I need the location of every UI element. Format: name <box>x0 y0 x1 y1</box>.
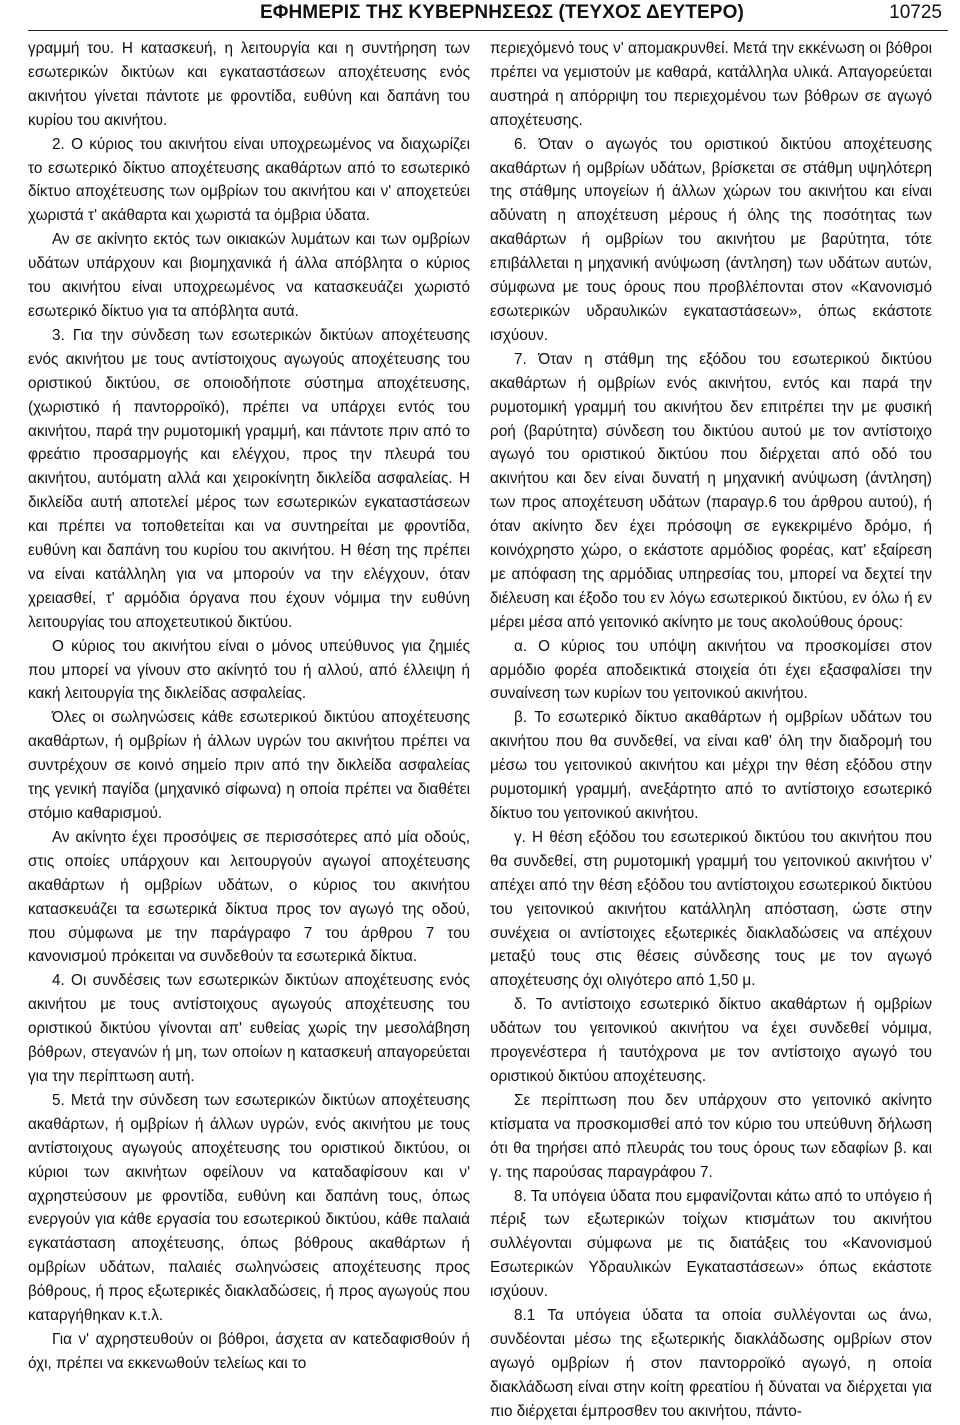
page-number: 10725 <box>889 2 942 23</box>
paragraph: 7. Όταν η στάθμη της εξόδου του εσωτερικού δικτύου ακαθάρτων ή ομβρίων ενός ακινήτου, εντός και παρά την ρυμοτομική γραμμή του ακινήτου δεν επιτρέπει την με φυσική ροή (βαρύτητα) σύνδεση του δικτύου αυτού με τον αντίστοιχο αγωγό του οριστικού δικτύου που διέρχεται από οδό του ακινήτου και δεν είναι δυνατή η μηχανική ανύψωση (άντληση) των προς αποχέτευση υδάτων (παραγρ.6 του άρθρου αυτού), ή όταν ακίνητο δεν έχει πρόσοψη σε εγκεκριμένο δρόμο, ή κοινόχρηστο χώρο, ο εκάστοτε αρμόδιος φορέας, κατ' εξαίρεση με απόφαση της αρμόδιας υπηρεσίας του, μπορεί να δεχτεί την διέλευση και έξοδο του εν λόγω εσωτερικού δικτύου, εν όλω ή εν μέρει μέσα από γειτονικό ακίνητο με τους ακολούθους όρους: <box>490 350 932 631</box>
paragraph: Αν ακίνητο έχει προσόψεις σε περισσότερες από μία οδούς, στις οποίες υπάρχουν και λειτουργούν αγωγοί αποχέτευσης ακαθάρτων ή ομβρίων υδάτων, ο κύριος του ακινήτου κατασκευάζει τα εσωτερικά δίκτυα προς τον αγωγό της οδού, που σύμφωνα με την παράγραφο 7 του άρθρου 7 του κανονισμού πρόκειται να συνδεθούν τα εσωτερικά δίκτυα. <box>28 828 470 966</box>
paragraph: 6. Όταν ο αγωγός του οριστικού δικτύου αποχέτευσης ακαθάρτων ή ομβρίων υδάτων, βρίσκεται σε στάθμη υψηλότερη της στάθμης υπογείων ή άλλων χώρων του ακινήτου και είναι αδύνατη η αποχέτευση μέρους ή όλης της ποσότητας των ακαθάρτων ή ομβρίων του ακινήτου με βαρύτητα, τότε επιβάλλεται η μηχανική ανύψωση (άντληση) των υδάτων αυτών, σύμφωνα με τους όρους που προβλέπονται στον «Κανονισμό εσωτερικών υδραυλικών εγκαταστάσεων», όπως εκάστοτε ισχύουν. <box>490 135 932 344</box>
gazette-title: ΕΦΗΜΕΡΙΣ ΤΗΣ ΚΥΒΕΡΝΗΣΕΩΣ (ΤΕΥΧΟΣ ΔΕΥΤΕΡΟ) <box>260 2 744 23</box>
left-column <box>28 37 470 1376</box>
paragraph: 3. Για την σύνδεση των εσωτερικών δικτύων αποχέτευσης ενός ακινήτου με τους αντίστοιχους αγωγούς αποχέτευσης του οριστικού δικτύου, σε οποιοδήποτε σύστημα αποχέτευσης, (χωριστικό ή παντορροϊκό), πρέπει να υπάρχει εντός του ακινήτου, παρά την ρυμοτομική γραμμή, και πάντοτε πριν από το φρεάτιο προσαρμογής και ελέγχου, προς την πλευρά του ακινήτου, αυτόματη αλλά και χειροκίνητη δικλείδα ασφαλείας. Η δικλείδα αυτή αποτελεί μέρος των εσωτερικών εγκαταστάσεων και πρέπει να τοποθετείται και να συντηρείται με φροντίδα, ευθύνη και δαπάνη του κυρίου του ακινήτου. Η θέση της πρέπει να είναι κατάλληλη για να μπορούν να την ελέγχουν, όταν χρειασθεί, τ' αρμόδια όργανα που έχουν νόμιμα την ευθύνη λειτουργίας του αποχετευτικού δικτύου. <box>28 326 470 631</box>
paragraph: Ο κύριος του ακινήτου είναι ο μόνος υπεύθυνος για ζημιές που μπορεί να γίνουν στο ακίνητό του ή αλλού, από έλλειψη ή κακή λειτουργία της δικλείδας ασφαλείας. <box>28 637 470 703</box>
paragraph: γραμμή του. Η κατασκευή, η λειτουργία και η συντήρηση των εσωτερικών δικτύων και εγκαταστάσεων αποχέτευσης ενός ακινήτου γίνεται πάντοτε με φροντίδα, ευθύνη και δαπάνη του κυρίου του ακινήτου. <box>28 40 470 129</box>
paragraph: δ. Το αντίστοιχο εσωτερικό δίκτυο ακαθάρτων ή ομβρίων υδάτων του γειτονικού ακινήτου να έχει συνδεθεί νόμιμα, προγενέστερα ή ταυτόχρονα με τον αντίστοιχο αγωγό του οριστικού δικτύου αποχέτευσης. <box>490 996 932 1085</box>
paragraph: 8. Τα υπόγεια ύδατα που εμφανίζονται κάτω από το υπόγειο ή πέριξ των εξωτερικών τοίχων κτισμάτων του ακινήτου συλλέγονται σύμφωνα με τις διατάξεις του «Κανονισμού Εσωτερικών Υδραυλικών Εγκαταστάσεων» όπως εκάστοτε ισχύουν. <box>490 1187 932 1301</box>
paragraph: Για ν' αχρηστευθούν οι βόθροι, άσχετα αν κατεδαφισθούν ή όχι, πρέπει να εκκενωθούν τελείως και το <box>28 1330 470 1372</box>
paragraph: β. Το εσωτερικό δίκτυο ακαθάρτων ή ομβρίων υδάτων του ακινήτου που θα συνδεθεί, να είναι καθ' όλη την διαδρομή του μέσω του γειτονικού ακινήτου και μέχρι την θέση εξόδου στην ρυμοτομική γραμμή, ανεξάρτητο από το αντίστοιχο εσωτερικό δίκτυο του γειτονικού ακινήτου. <box>490 709 932 822</box>
paragraph: Αν σε ακίνητο εκτός των οικιακών λυμάτων και των ομβρίων υδάτων υπάρχουν και βιομηχανικά ή άλλα απόβλητα ο κύριος του ακινήτου είναι υποχρεωμένος να κατασκευάζει χωριστό εσωτερικό δίκτυο για τα απόβλητα αυτά. <box>28 231 470 320</box>
paragraph: 5. Μετά την σύνδεση των εσωτερικών δικτύων αποχέτευσης ακαθάρτων, ή ομβρίων ή άλλων υγρών, ενός ακινήτου με τους αντίστοιχους αγωγούς αποχέτευσης του οριστικού δικτύου, οι κύριοι των ακινήτων οφείλουν να καταδαφίσουν και ν' αχρηστεύσουν με φροντίδα, ευθύνη και δαπάνη τους, όπως ενεργούν για κάθε εργασία του εσωτερικού δικτύου, κάθε παλαιά εγκατάσταση αποχέτευσης, όπως βόθρους ακαθάρτων ή ομβρίων υδάτων, παλαιές σωληνώσεις αποχέτευσης προς βόθρους, ή προς εξωτερικές διακλαδώσεις, ή προς αγωγούς που καταργήθηκαν κ.τ.λ. <box>28 1091 470 1325</box>
paragraph: 8.1 Τα υπόγεια ύδατα τα οποία συλλέγονται ως άνω, συνδέονται μέσω της εξωτερικής διακλάδωσης ομβρίων στον αγωγό ομβρίων ή στον παντορροϊκό αγωγό, η οποία διακλάδωση είναι στην κοίτη φρεατίου ή δύναται να διέρχεται για πιο διέρχεται έμπροσθεν του ακινήτου, πάντο- <box>490 1307 932 1420</box>
page-header <box>28 0 948 31</box>
paragraph: Όλες οι σωληνώσεις κάθε εσωτερικού δικτύου αποχέτευσης ακαθάρτων, ή ομβρίων ή άλλων υγρών του ακινήτου πρέπει να συντρέχουν σε κοινό σημείο πριν από την δικλείδα ασφαλείας της γενική παγίδα (μηχανικό σίφωνα) η οποία πρέπει να διαθέτει στόμιο καθαρισμού. <box>28 709 470 822</box>
paragraph: α. Ο κύριος του υπόψη ακινήτου να προσκομίσει στον αρμόδιο φορέα αποδεικτικά στοιχεία ότι έχει εξασφαλίσει την συναίνεση των κυρίων του γειτονικού ακινήτου. <box>490 637 932 703</box>
paragraph: γ. Η θέση εξόδου του εσωτερικού δικτύου του ακινήτου που θα συνδεθεί, στη ρυμοτομική γραμμή του γειτονικού ακινήτου ν' απέχει από την θέση εξόδου του αντίστοιχου εσωτερικού δικτύου του γειτονικού ακινήτου κατάλληλη απόσταση, ώστε στην συνέχεια οι αντίστοιχες εξωτερικές διακλαδώσεις να απέχουν μεταξύ τους στις θέσεις σύνδεσης τους με τον αγωγό αποχέτευσης όχι ολιγότερο από 1,50 μ. <box>490 828 932 990</box>
paragraph: περιεχόμενό τους ν' απομακρυνθεί. Μετά την εκκένωση οι βόθροι πρέπει να γεμιστούν με καθαρά, κατάλληλα υλικά. Απαγορεύεται αυστηρά η απόρριψη του περιεχομένου των βόθρων σε αγωγό αποχέτευσης. <box>490 40 932 129</box>
right-column <box>490 37 932 1424</box>
paragraph: 2. Ο κύριος του ακινήτου είναι υποχρεωμένος να διαχωρίζει το εσωτερικό δίκτυο αποχέτευσης ακαθάρτων από το εσωτερικό δίκτυο αποχέτευσης των ομβρίων του ακινήτου και ν' αποχετεύει χωριστά τ' ακάθαρτα και χωριστά τα όμβρια ύδατα. <box>28 135 470 225</box>
paragraph: Σε περίπτωση που δεν υπάρχουν στο γειτονικό ακίνητο κτίσματα να προσκομισθεί από τον κύριο του υπεύθυνη δήλωση ότι θα τηρήσει από πλευράς του τους όρους των εδαφίων β. και γ. της παρούσας παραγράφου 7. <box>490 1091 932 1181</box>
paragraph: 4. Οι συνδέσεις των εσωτερικών δικτύων αποχέτευσης ενός ακινήτου με τους αντίστοιχους αγωγούς αποχέτευσης του οριστικού δικτύου γίνονται απ' ευθείας χωρίς την μεσολάβηση βόθρων, στεγανών ή μη, των οποίων η κατασκευή απαγορεύεται για την περίπτωση αυτή. <box>28 972 470 1085</box>
